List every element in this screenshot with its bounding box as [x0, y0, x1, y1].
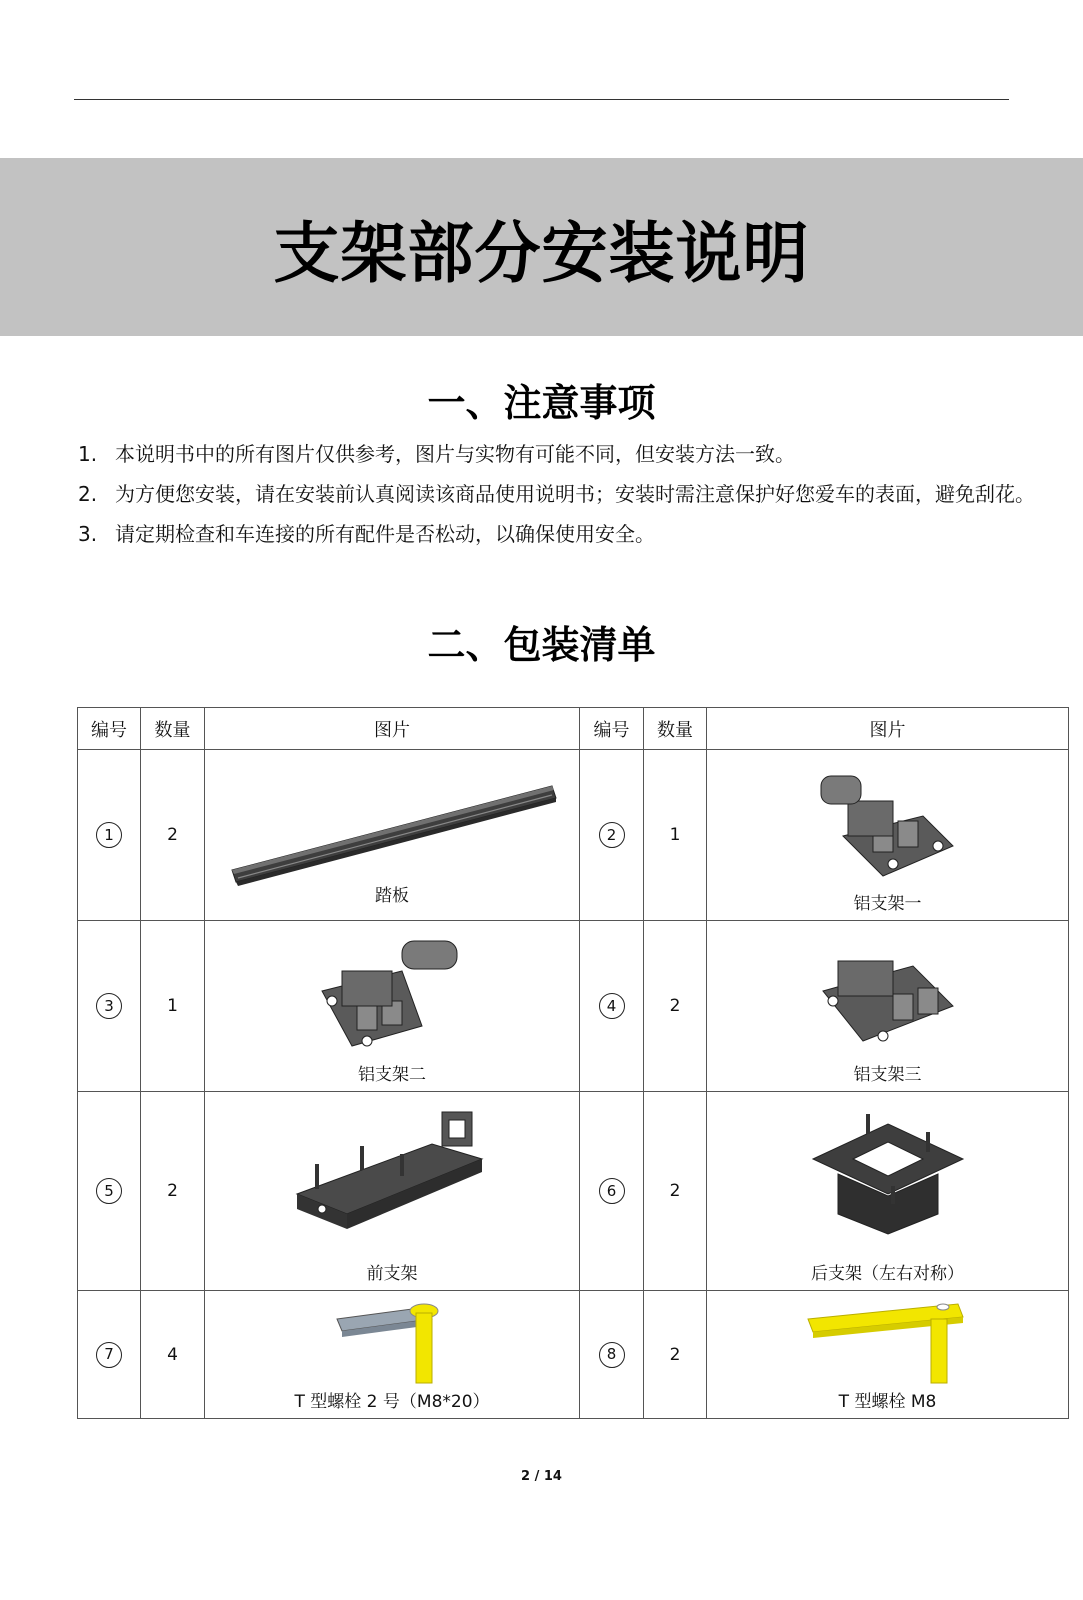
note-item	[78, 474, 1038, 514]
title-banner	[0, 158, 1083, 336]
item-number-cell	[580, 921, 644, 1092]
item-picture-cell	[707, 750, 1069, 921]
item-number-cell	[580, 1092, 644, 1291]
note-number: 3.	[78, 522, 98, 546]
item-number-cell	[78, 1092, 141, 1291]
section-heading-packing: 二、包装清单	[427, 623, 656, 667]
table-row	[78, 921, 1069, 1092]
table-header-row	[78, 708, 1069, 750]
running-board-image	[222, 778, 562, 893]
item-number: 2	[599, 822, 625, 848]
item-qty: 2	[644, 1092, 707, 1291]
item-qty: 1	[644, 750, 707, 921]
item-number: 5	[96, 1178, 122, 1204]
item-picture-cell	[707, 1291, 1069, 1419]
aluminum-bracket-two-image	[312, 931, 472, 1061]
note-item	[78, 434, 1038, 474]
item-number: 4	[599, 993, 625, 1019]
table-row	[78, 1291, 1069, 1419]
t-bolt-2-image	[332, 1299, 452, 1389]
item-picture-cell	[707, 1092, 1069, 1291]
header-qty: 数量	[644, 708, 707, 750]
item-number-cell	[580, 1291, 644, 1419]
item-number-cell	[78, 921, 141, 1092]
header-pic: 图片	[205, 708, 580, 750]
item-picture-cell	[707, 921, 1069, 1092]
aluminum-bracket-one-image	[813, 766, 963, 886]
item-qty: 1	[141, 921, 205, 1092]
page-title: 支架部分安装说明	[273, 214, 810, 292]
item-caption: 后支架（左右对称）	[811, 1264, 964, 1284]
item-picture-cell	[205, 1291, 580, 1419]
item-caption: 铝支架二	[358, 1065, 426, 1085]
aluminum-bracket-three-image	[813, 936, 963, 1056]
item-caption: 铝支架三	[853, 1065, 922, 1085]
item-qty: 2	[644, 921, 707, 1092]
note-item	[78, 514, 1038, 554]
header-pic: 图片	[707, 708, 1069, 750]
t-bolt-m8-image	[803, 1299, 973, 1389]
note-number: 1.	[78, 442, 98, 466]
item-picture-cell	[205, 750, 580, 921]
item-qty: 2	[644, 1291, 707, 1419]
item-qty: 2	[141, 750, 205, 921]
item-number: 1	[96, 822, 122, 848]
item-picture-cell	[205, 921, 580, 1092]
item-number-cell	[78, 750, 141, 921]
section-heading-notes: 一、注意事项	[427, 381, 656, 425]
item-caption: 踏板	[375, 886, 409, 906]
item-number-cell	[580, 750, 644, 921]
front-bracket-image	[292, 1104, 492, 1254]
packing-list-table	[77, 707, 1069, 1419]
note-text: 请定期检查和车连接的所有配件是否松动，以确保使用安全。	[115, 522, 655, 546]
page-number: 2 / 14	[521, 1469, 562, 1484]
note-text: 本说明书中的所有图片仅供参考，图片与实物有可能不同，但安装方法一致。	[115, 442, 795, 466]
item-caption: T 型螺栓 M8	[838, 1392, 937, 1412]
item-number-cell	[78, 1291, 141, 1419]
item-number: 3	[96, 993, 122, 1019]
item-number: 7	[96, 1342, 122, 1368]
header-num: 编号	[78, 708, 141, 750]
item-qty: 2	[141, 1092, 205, 1291]
item-picture-cell	[205, 1092, 580, 1291]
header-qty: 数量	[141, 708, 205, 750]
item-qty: 4	[141, 1291, 205, 1419]
table-row	[78, 750, 1069, 921]
item-caption: 前支架	[366, 1264, 418, 1284]
notes-list	[78, 434, 1038, 554]
header-num: 编号	[580, 708, 644, 750]
item-number: 6	[599, 1178, 625, 1204]
item-caption: 铝支架一	[853, 894, 922, 914]
rear-bracket-image	[808, 1104, 968, 1254]
table-row	[78, 1092, 1069, 1291]
note-text: 为方便您安装，请在安装前认真阅读该商品使用说明书；安装时需注意保护好您爱车的表面，避免刮花。	[115, 482, 1035, 506]
header-rule	[74, 99, 1009, 100]
item-caption: T 型螺栓 2 号（M8*20）	[294, 1392, 490, 1412]
note-number: 2.	[78, 482, 98, 506]
item-number: 8	[599, 1342, 625, 1368]
